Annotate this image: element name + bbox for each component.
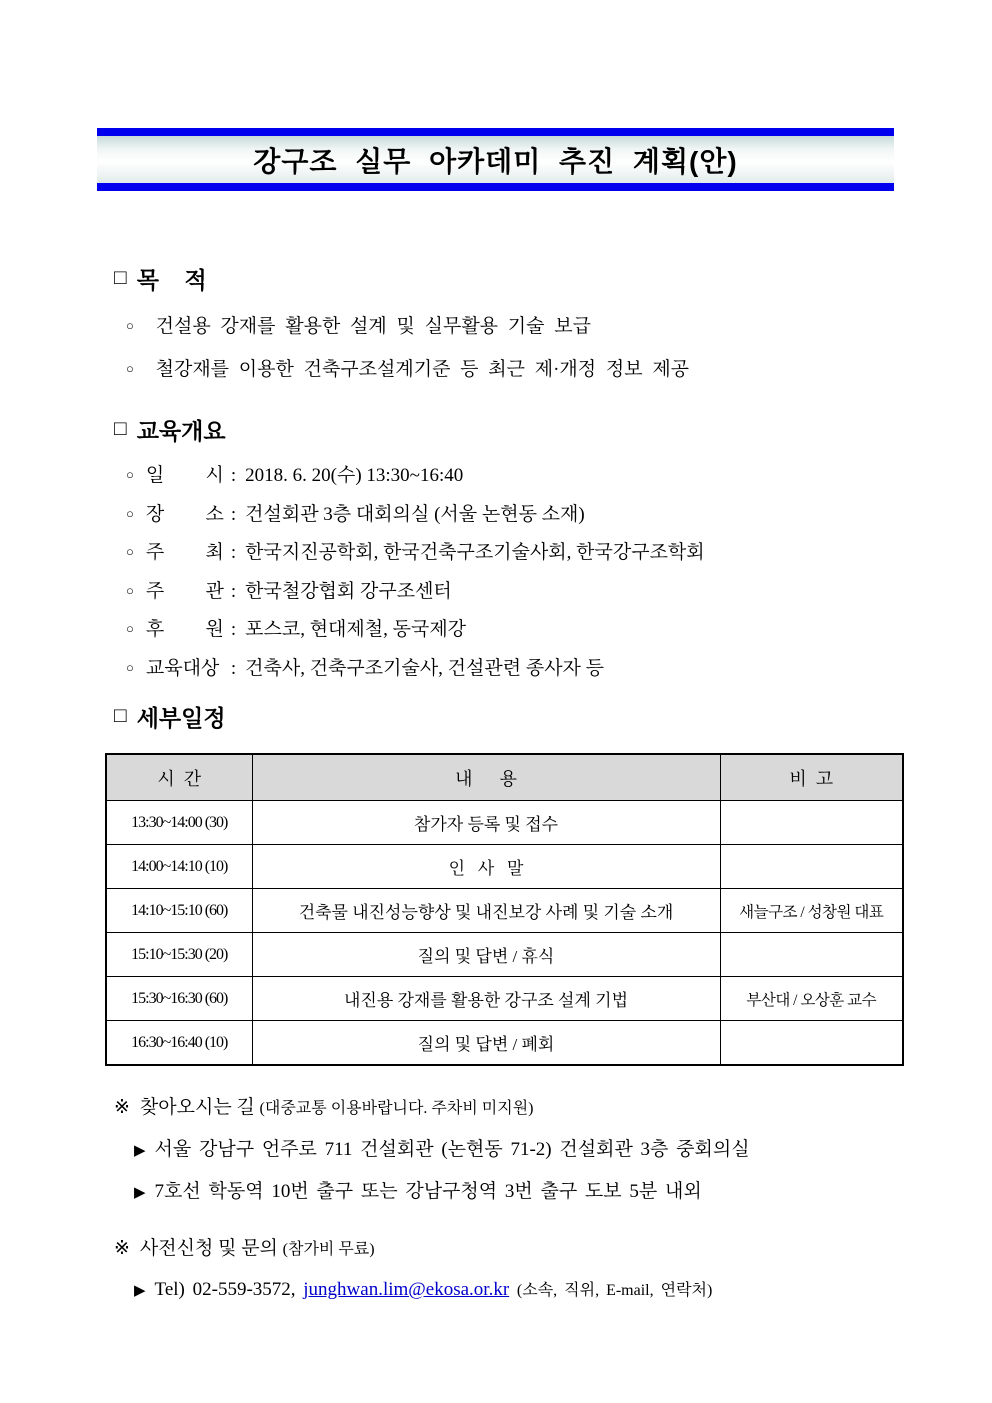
cell-time: 14:00~14:10 (10)	[106, 845, 252, 889]
contact-info-suffix: (소속, 직위, E-mail, 연락처)	[516, 1282, 713, 1299]
colon-separator: :	[230, 657, 237, 679]
application-note-heading	[114, 1233, 375, 1260]
square-bullet-icon: □	[114, 703, 127, 727]
arrow-bullet-icon: ▶	[134, 1283, 146, 1299]
cell-remark	[720, 845, 903, 889]
overview-item-label: 일 시	[145, 465, 224, 486]
overview-item-value: 건축사, 건축구조기술사, 건설관련 종사자 등	[245, 657, 605, 679]
colon-separator: :	[230, 465, 237, 486]
reference-mark-icon: ※	[114, 1097, 130, 1118]
column-header-remark: 비 고	[720, 754, 903, 801]
directions-title: 찾아오시는 길	[139, 1097, 255, 1118]
table-row	[106, 977, 903, 1021]
cell-remark: 부산대 / 오상훈 교수	[720, 977, 903, 1021]
contact-line	[134, 1277, 712, 1301]
table-row	[106, 933, 903, 977]
cell-remark	[720, 801, 903, 845]
circle-bullet-icon: ○	[126, 467, 134, 482]
list-item	[126, 495, 926, 534]
cell-time: 16:30~16:40 (10)	[106, 1021, 252, 1066]
application-title: 사전신청 및 문의	[139, 1238, 278, 1259]
circle-bullet-icon: ○	[126, 318, 134, 333]
overview-item-label: 주 최	[145, 542, 224, 563]
purpose-heading-label: 목 적	[136, 267, 207, 293]
circle-bullet-icon: ○	[126, 659, 134, 675]
overview-item-label: 교육대상	[145, 657, 220, 679]
colon-separator: :	[230, 542, 237, 563]
section-heading-overview	[114, 413, 226, 446]
table-row	[106, 889, 903, 933]
title-banner	[97, 128, 894, 191]
cell-content: 인 사 말	[252, 845, 720, 889]
section-heading-purpose	[114, 262, 207, 295]
directions-line-text: 7호선 학동역 10번 출구 또는 강남구청역 3번 출구 도보 5분 내외	[154, 1181, 702, 1202]
square-bullet-icon: □	[114, 265, 127, 289]
schedule-heading-label: 세부일정	[136, 705, 226, 731]
circle-bullet-icon: ○	[126, 505, 134, 521]
directions-line	[134, 1134, 750, 1161]
colon-separator: :	[230, 580, 237, 602]
colon-separator: :	[230, 619, 237, 640]
arrow-bullet-icon: ▶	[134, 1143, 146, 1159]
column-header-content: 내 용	[252, 754, 720, 801]
purpose-bullet-text: 철강재를 이용한 건축구조설계기준 등 최근 제·개정 정보 제공	[155, 359, 690, 380]
cell-content: 내진용 강재를 활용한 강구조 설계 기법	[252, 977, 720, 1021]
application-subtitle: (참가비 무료)	[282, 1241, 375, 1258]
table-row	[106, 845, 903, 889]
reference-mark-icon: ※	[114, 1238, 130, 1259]
arrow-bullet-icon: ▶	[134, 1185, 146, 1201]
overview-item-label: 주 관	[145, 580, 224, 602]
cell-time: 14:10~15:10 (60)	[106, 889, 252, 933]
banner-body	[97, 136, 894, 183]
circle-bullet-icon: ○	[126, 582, 134, 598]
directions-line-text: 서울 강남구 언주로 711 건설회관 (논현동 71-2) 건설회관 3층 중회의실	[154, 1139, 750, 1160]
purpose-bullet-text: 건설용 강재를 활용한 설계 및 실무활용 기술 보급	[155, 316, 591, 337]
list-item	[126, 610, 926, 649]
list-item	[126, 649, 926, 688]
overview-item-value: 포스코, 현대제철, 동국제강	[245, 619, 467, 640]
list-item	[126, 533, 926, 572]
table-row	[106, 1021, 903, 1066]
colon-separator: :	[230, 503, 237, 525]
overview-list	[126, 456, 926, 687]
page-title: 강구조 실무 아카데미 추진 계획(안)	[253, 145, 738, 177]
schedule-table	[105, 753, 904, 1066]
overview-item-label: 장 소	[145, 503, 224, 525]
overview-item-label: 후 원	[145, 619, 224, 640]
section-heading-schedule	[114, 700, 226, 733]
directions-line	[134, 1176, 702, 1203]
cell-remark	[720, 933, 903, 977]
table-header-row	[106, 754, 903, 801]
cell-content: 참가자 등록 및 접수	[252, 801, 720, 845]
cell-remark: 새늘구조 / 성창원 대표	[720, 889, 903, 933]
circle-bullet-icon: ○	[126, 621, 134, 636]
list-item	[126, 305, 906, 348]
column-header-time: 시 간	[106, 754, 252, 801]
table-row	[106, 801, 903, 845]
overview-item-value: 건설회관 3층 대회의실 (서울 논현동 소재)	[245, 503, 585, 525]
overview-item-value: 한국지진공학회, 한국건축구조기술사회, 한국강구조학회	[245, 542, 705, 563]
cell-time: 13:30~14:00 (30)	[106, 801, 252, 845]
circle-bullet-icon: ○	[126, 544, 134, 559]
circle-bullet-icon: ○	[126, 361, 134, 376]
list-item	[126, 348, 906, 391]
email-link[interactable]: junghwan.lim@ekosa.or.kr	[303, 1279, 510, 1300]
directions-note-heading	[114, 1092, 534, 1119]
banner-top-bar	[97, 128, 894, 136]
telephone-number: Tel) 02-559-3572,	[154, 1279, 296, 1300]
overview-item-value: 2018. 6. 20(수) 13:30~16:40	[245, 465, 464, 486]
cell-remark	[720, 1021, 903, 1066]
cell-content: 질의 및 답변 / 휴식	[252, 933, 720, 977]
list-item	[126, 572, 926, 611]
overview-heading-label: 교육개요	[136, 418, 226, 444]
overview-item-value: 한국철강협회 강구조센터	[245, 580, 452, 602]
square-bullet-icon: □	[114, 416, 127, 440]
cell-time: 15:10~15:30 (20)	[106, 933, 252, 977]
cell-content: 질의 및 답변 / 폐회	[252, 1021, 720, 1066]
list-item	[126, 456, 926, 495]
directions-subtitle: (대중교통 이용바랍니다. 주차비 미지원)	[259, 1100, 534, 1117]
banner-bottom-bar	[97, 183, 894, 191]
cell-content: 건축물 내진성능향상 및 내진보강 사례 및 기술 소개	[252, 889, 720, 933]
cell-time: 15:30~16:30 (60)	[106, 977, 252, 1021]
purpose-list	[126, 305, 906, 391]
